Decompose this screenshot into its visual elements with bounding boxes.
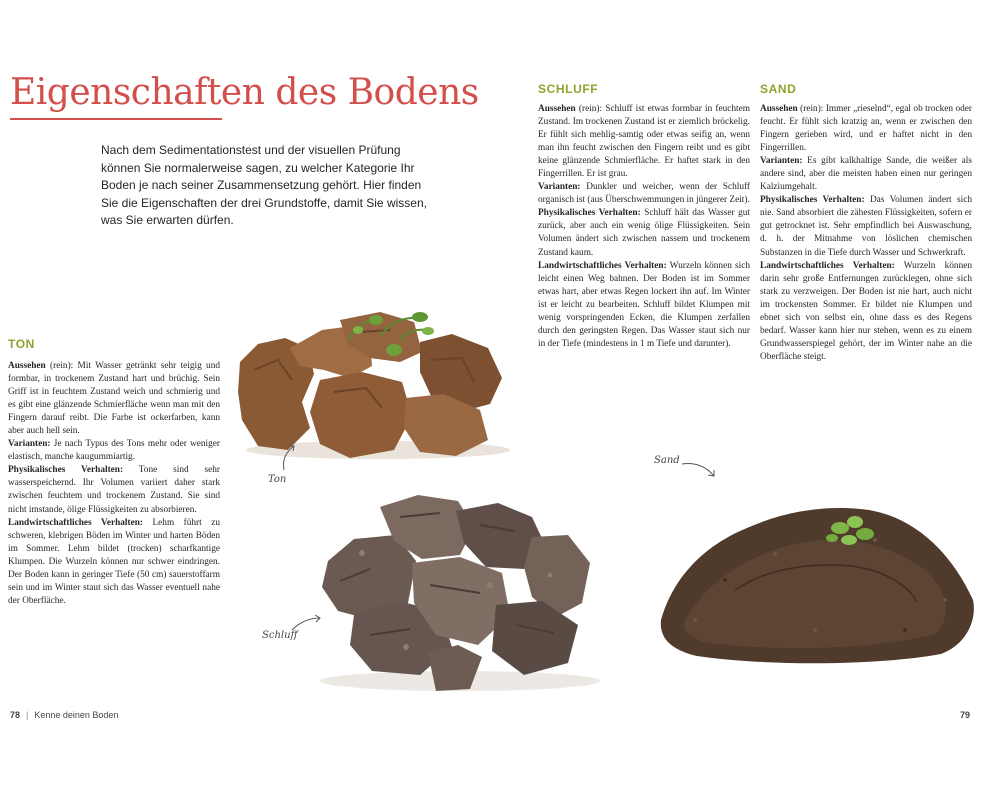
running-title: Kenne deinen Boden (34, 710, 119, 720)
sand-grain (943, 598, 947, 602)
caption-schluff: Schluff (262, 630, 298, 641)
text: Schluff hält das Wasser gut zurück, aber auch ein wenig ölige Flüssigkeiten. Sein Volumen ändert sich zwischen nassem und trockenem Zustand kaum. (538, 208, 750, 258)
section-body-schluff (538, 103, 750, 351)
label: Landwirtschaftliches Verhalten: (8, 517, 143, 528)
text: (rein): Immer „rieselnd“, egal ob trocken oder feucht. Er fühlt sich kratzig an, wenn er zwischen den Fingern gerieben wird, und er haftet nicht in den Fingerrillen. (760, 104, 972, 154)
footer-right (960, 710, 976, 720)
caption-arrow-ton (278, 442, 300, 472)
seedling-leaf (831, 522, 849, 534)
paragraph (538, 181, 750, 207)
label: Aussehen (538, 104, 576, 114)
label: Landwirtschaftliches Verhalten: (760, 260, 895, 271)
paragraph (760, 260, 972, 364)
text: Je nach Typus des Tons mehr oder weniger elastisch, manche kaugummiartig. (8, 439, 220, 463)
paragraph (760, 103, 972, 155)
paragraph (538, 260, 750, 351)
paragraph (538, 207, 750, 259)
section-heading-ton: TON (8, 337, 35, 351)
footer-separator: | (26, 710, 29, 720)
paragraph (8, 360, 220, 438)
label: Varianten: (760, 156, 803, 167)
section-heading-schluff: SCHLUFF (538, 82, 599, 96)
seedling-leaf (847, 516, 863, 528)
label: Aussehen (8, 361, 46, 371)
paragraph (760, 155, 972, 194)
seedling-leaf (856, 528, 874, 540)
label: Varianten: (8, 439, 51, 450)
text: Wurzeln können sich leicht einen Weg bahnen. Der Boden ist im Sommer etwas hart, aber etwas Regen lockert ihn auf. Im Winter ist er leicht zu bearbeiten. Schluff bildet Klumpen mit wenig vorspringenden Ecken, die Klumpen zerfallen durch den geringsten Regen. Das Wasser staut sich nur in der Tiefe (mindestens in 1 m Tiefe und darunter). (538, 260, 750, 349)
sand-grain (873, 538, 877, 542)
section-body-ton (8, 360, 220, 608)
seedling-leaf (422, 327, 434, 335)
seedling-leaf (412, 312, 428, 322)
paragraph (8, 464, 220, 516)
text: Dunkler und weicher, wenn der Schluff organisch ist (aus Überschwemmungen in jüngerer Zeit). (538, 182, 750, 206)
title-underline (10, 118, 222, 120)
seedling-leaf (386, 344, 402, 356)
paragraph (538, 103, 750, 181)
sand-grain (773, 552, 777, 556)
text: Wurzeln können darin sehr große Entfernungen zurücklegen, ohne sich stark zu verzweigen. Der Boden ist nie hart, auch nicht im trockensten Sommer. Er bildet nie Klumpen und ebnet sich von selbst ein, ohne dass es des Regens bedarf. Wasser kann hier nur stehen, wenn es zu einem Grundwasserspiegel gehört, der im Winter nahe an die Oberfläche steigt. (760, 260, 972, 362)
sand-grain (903, 628, 907, 632)
seedling-leaf (353, 326, 363, 334)
paragraph (760, 194, 972, 259)
seedling-leaf (369, 315, 383, 325)
caption-ton: Ton (268, 474, 287, 485)
silt-crumb (403, 644, 409, 650)
sand-grain (813, 628, 817, 632)
footer-left (10, 710, 118, 720)
label: Physikalisches Verhalten: (538, 208, 641, 219)
sand-grain (723, 578, 727, 582)
silt-soil-image (310, 485, 600, 700)
caption-arrow-sand (680, 460, 720, 482)
text: (rein): Schluff ist etwas formbar in feuchtem Zustand. Im trockenen Zustand ist er ziemlich bröckelig. Er fühlt sich mehlig-samtig oder etwas seifig an, wenn man ihn feucht zwischen den Fingern reibt und es gibt keine glänzende Schmierfläche. Er haftet stark in den Fingerrillen. Er ist grau. (538, 104, 750, 180)
caption-sand: Sand (654, 455, 680, 466)
paragraph (8, 517, 220, 608)
section-heading-sand: SAND (760, 82, 797, 96)
label: Aussehen (760, 104, 798, 114)
page-number-left: 78 (10, 710, 21, 720)
seedling-leaf (841, 535, 857, 545)
silt-crumb (359, 550, 365, 556)
section-ton (8, 337, 220, 608)
silt-crumb (487, 582, 493, 588)
page-number-right: 79 (960, 710, 971, 720)
seedling-leaf (826, 534, 838, 542)
intro-paragraph: Nach dem Sedimentationstest und der visuellen Prüfung können Sie normalerweise sagen, zu welcher Kategorie Ihr Boden je nach seiner Zusammensetzung gehört. Hier finden Sie die Eigenschaften der drei Grundstoffe, damit Sie wissen, was Sie erwarten dürfen. (101, 143, 427, 228)
page-title: Eigenschaften des Bodens (10, 72, 479, 113)
text: Tone sind sehr wasserspeichernd. Ihr Volumen variiert daher stark zwischen feuchtem und trockenem Zustand. Sie sind nicht imstande, ölige Flüssigkeiten zu absorbieren. (8, 465, 220, 515)
paragraph (8, 438, 220, 464)
label: Varianten: (538, 182, 581, 193)
clay-soil-image (230, 300, 530, 470)
silt-crumb (548, 573, 553, 578)
caption-arrow-schluff (290, 614, 324, 634)
text: Es gibt kalkhaltige Sande, die weißer als andere sind, aber die meisten haben einen nur geringen Kalziumgehalt. (760, 156, 972, 193)
sand-grain (693, 618, 697, 622)
section-sand (760, 82, 972, 364)
section-body-sand (760, 103, 972, 364)
label: Physikalisches Verhalten: (8, 465, 124, 476)
label: Landwirtschaftliches Verhalten: (538, 260, 667, 271)
section-schluff (538, 82, 750, 351)
sand-soil-image (655, 470, 980, 665)
text: (rein): Mit Wasser getränkt sehr teigig und formbar, in trockenem Zustand hart und brüchig. Sein Griff ist in feuchtem Zustand weich und schmierig und es gibt eine glänzende Schmierfläche wenn man mit den Fingern darauf reibt. Die Farbe ist ockerfarben, kann aber auch hell sein. (8, 361, 220, 437)
label: Physikalisches Verhalten: (760, 195, 865, 206)
text: Lehm führt zu schweren, klebrigen Böden im Winter und harten Böden im Sommer. Lehm bildet (trocken) scharfkantige Klumpen. Die Wurzeln können nur schwer eindringen. Der Boden kann in geringer Tiefe (50 cm) sauerstoffarm sein und im Winter staut sich das Wasser eventuell nahe der Oberfläche. (8, 517, 220, 606)
text: Das Volumen ändert sich nie. Sand absorbiert die zähesten Flüssigkeiten, sofern er gut getrocknet ist. Sehr empfindlich bei Auswaschung, d. h. der Mitnahme von löslichen chemischen Substanzen in die Tiefe durch Wasser und Schwerkraft. (760, 195, 972, 258)
